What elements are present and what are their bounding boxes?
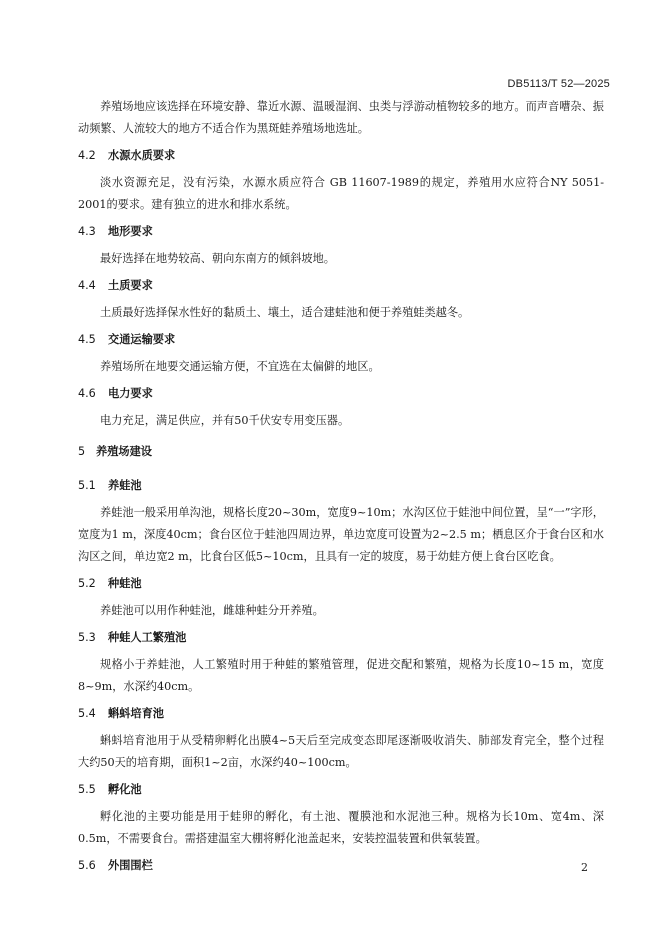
heading-title: 孵化池 [108, 783, 142, 796]
heading-number: 4.4 [78, 279, 96, 292]
heading-title: 水源水质要求 [108, 149, 176, 162]
heading-number: 5.4 [78, 707, 96, 720]
paragraph: 最好选择在地势较高、朝向东南方的倾斜坡地。 [100, 252, 335, 265]
section-heading [78, 222, 604, 242]
heading-title: 养殖场建设 [96, 445, 152, 458]
heading-title: 交通运输要求 [108, 333, 176, 346]
heading-number: 4.6 [78, 387, 96, 400]
paragraph: 蝌蚪培育池用于从受精卵孵化出膜4~5天后至完成变态即尾逐渐吸收消失、肺部发育完全，整个过程大约50天的培育期，面积1~2亩，水深约40~100cm。 [78, 734, 604, 769]
paragraph: 电力充足，满足供应，并有50千伏安专用变压器。 [100, 414, 350, 427]
paragraph: 孵化池的主要功能是用于蛙卵的孵化，有土池、覆膜池和水泥池三种。规格为长10m、宽4m、深0.5m，不需要食台。需搭建温室大棚将孵化池盖起来，安装控温装置和供氧装置。 [78, 810, 604, 845]
paragraph: 规格小于养蛙池，人工繁殖时用于种蛙的繁殖管理，促进交配和繁殖，规格为长度10~15 m，宽度8~9m，水深约40cm。 [78, 658, 604, 693]
heading-number: 5.5 [78, 783, 96, 796]
page-number: 2 [581, 861, 588, 874]
heading-number: 4.3 [78, 225, 96, 238]
section-heading [78, 628, 604, 648]
paragraph: 养殖场地应该选择在环境安静、靠近水源、温暖湿润、虫类与浮游动植物较多的地方。而声音嘈杂、振动频繁、人流较大的地方不适合作为黑斑蛙养殖场地选址。 [78, 100, 604, 135]
chapter-heading [78, 442, 604, 462]
heading-title: 种蛙人工繁殖池 [108, 631, 187, 644]
heading-number: 4.5 [78, 333, 96, 346]
paragraph: 淡水资源充足，没有污染，水源水质应符合 GB 11607-1989的规定，养殖用水应符合NY 5051-2001的要求。建有独立的进水和排水系统。 [78, 176, 604, 211]
section-heading [78, 780, 604, 800]
section-heading [78, 384, 604, 404]
paragraph: 养蛙池一般采用单沟池，规格长度20~30m，宽度9~10m；水沟区位于蛙池中间位置，呈“一”字形，宽度为1 m，深度40cm；食台区位于蛙池四周边界，单边宽度可设置为2~2.5 m；栖息区介于食台区和水沟区之间，单边宽2 m，比食台区低5~10cm，且具有一定的坡度，易于幼蛙方便上食台区吃食。 [78, 506, 604, 563]
section-heading [78, 856, 604, 876]
heading-title: 种蛙池 [108, 577, 142, 590]
heading-title: 电力要求 [108, 387, 153, 400]
paragraph: 养殖场所在地要交通运输方便，不宜选在太偏僻的地区。 [100, 360, 380, 373]
heading-number: 5 [78, 445, 86, 458]
heading-number: 5.2 [78, 577, 96, 590]
document-body [78, 96, 604, 882]
heading-title: 蝌蚪培育池 [108, 707, 164, 720]
heading-title: 地形要求 [108, 225, 153, 238]
section-heading [78, 704, 604, 724]
section-heading [78, 146, 604, 166]
heading-title: 外围围栏 [108, 859, 153, 872]
paragraph: 养蛙池可以用作种蛙池，雌雄种蛙分开养殖。 [100, 604, 324, 617]
section-heading [78, 476, 604, 496]
heading-number: 5.6 [78, 859, 96, 872]
section-heading [78, 276, 604, 296]
heading-title: 养蛙池 [108, 479, 142, 492]
section-heading [78, 330, 604, 350]
heading-number: 5.3 [78, 631, 96, 644]
paragraph: 土质最好选择保水性好的黏质土、壤土，适合建蛙池和便于养殖蛙类越冬。 [100, 306, 470, 319]
heading-title: 土质要求 [108, 279, 153, 292]
section-heading [78, 574, 604, 594]
heading-number: 5.1 [78, 479, 96, 492]
document-code: DB5113/T 52—2025 [507, 78, 610, 90]
heading-number: 4.2 [78, 149, 96, 162]
